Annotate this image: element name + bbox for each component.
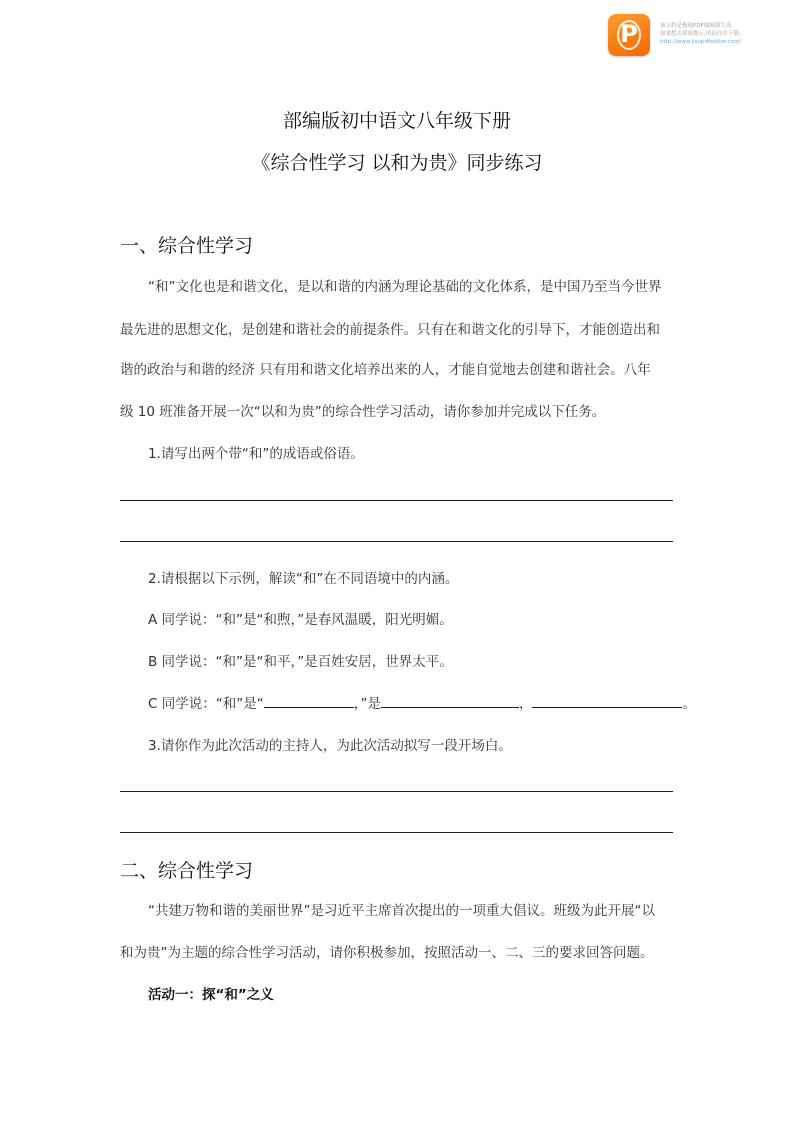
answer-line[interactable] [120,541,673,542]
answer-line[interactable] [120,791,673,792]
watermark-url[interactable]: http://www.jisupdfeditor.com/ [660,39,741,45]
answer-line[interactable] [120,500,673,501]
section-1-paragraph-line-4: 级 10 班准备开展一次“以和为贵”的综合性学习活动，请你参加并完成以下任务。 [120,404,606,420]
section-2-paragraph-line-1: “共建万物和谐的美丽世界”是习近平主席首次提出的一项重大倡议。班级为此开展“以 [148,903,655,919]
question-2-example-b: B 同学说：“和”是“和平，”是百姓安居，世界太平。 [148,654,453,670]
question-2: 2.请根据以下示例，解读“和”在不同语境中的内涵。 [148,571,459,587]
example-c-comma: ， [518,696,533,712]
answer-line[interactable] [120,832,673,833]
question-1: 1.请写出两个带“和”的成语或俗语。 [148,446,364,462]
watermark-line-2: 如果想去掉该提示,请访问并下载: [660,31,741,37]
pdf-editor-logo [608,14,650,56]
question-2-example-c [148,692,696,712]
question-3: 3.请你作为此次活动的主持人，为此次活动拟写一段开场白。 [148,738,512,754]
section-2-heading: 二、综合性学习 [120,860,254,882]
section-1-paragraph-line-3: 谐的政治与和谐的经济 只有用和谐文化培养出来的人，才能自觉地去创建和谐社会。八年 [120,362,651,378]
activity-1-heading: 活动一：探“和”之义 [148,987,274,1003]
section-2-paragraph-line-2: 和为贵”为主题的综合性学习活动，请你积极参加，按照活动一、二、三的要求回答问题。 [120,945,654,961]
watermark-line-1: 该文档是极速PDF编辑器生成, [660,23,733,29]
example-c-prefix: C 同学说：“和”是“ [148,696,264,712]
document-title: 部编版初中语文八年级下册 [282,110,511,132]
example-c-mid: ，”是 [353,696,381,712]
example-c-end: 。 [682,696,696,712]
watermark-notice [660,22,790,46]
section-1-paragraph-line-2: 最先进的思想文化，是创建和谐社会的前提条件。只有在和谐文化的引导下，才能创造出和 [120,322,660,338]
section-1-paragraph-line-1: “和”文化也是和谐文化，是以和谐的内涵为理论基础的文化体系，是中国乃至当今世界 [148,279,662,295]
document-subtitle: 《综合性学习 以和为贵》同步练习 [251,152,543,174]
fill-in-blank[interactable] [532,693,682,708]
fill-in-blank[interactable] [264,693,354,708]
section-1-heading: 一、综合性学习 [120,235,254,257]
question-2-example-a: A 同学说：“和”是“和煦，”是春风温暖，阳光明媚。 [148,612,453,628]
fill-in-blank[interactable] [381,693,519,708]
logo-letter: P [620,20,638,48]
